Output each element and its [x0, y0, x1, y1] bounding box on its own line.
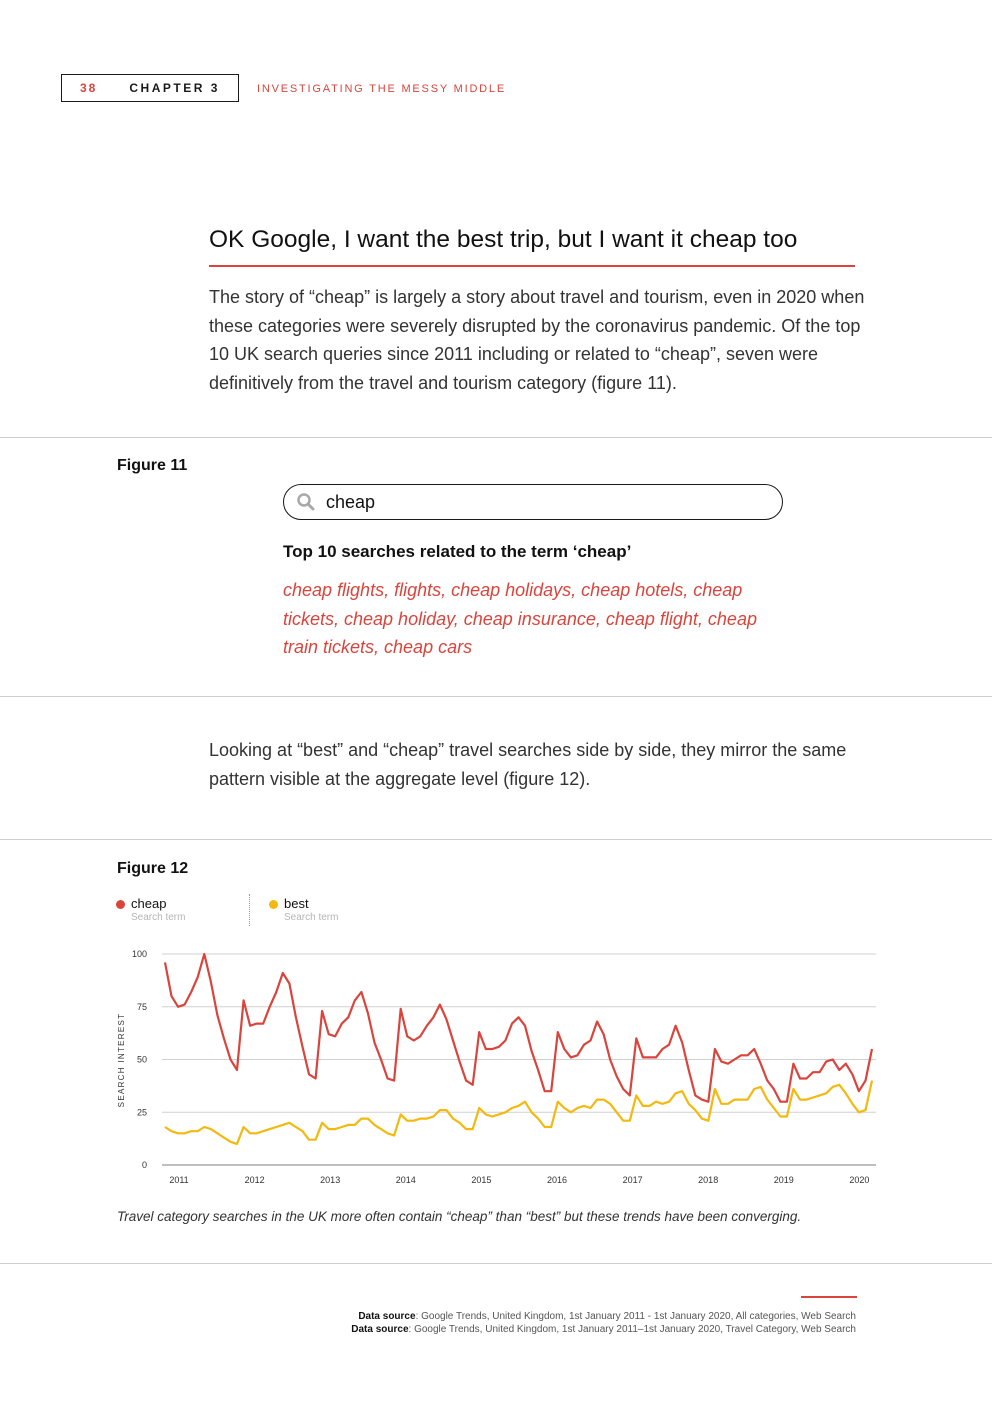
data-source-line [358, 1311, 856, 1322]
x-tick-label: 2011 [169, 1175, 189, 1185]
running-title: INVESTIGATING THE MESSY MIDDLE [257, 83, 506, 95]
source-text: : Google Trends, United Kingdom, 1st January 2011–1st January 2020, Travel Category, Web Search [408, 1324, 856, 1335]
data-source-line [351, 1324, 856, 1335]
x-tick-label: 2013 [320, 1175, 341, 1185]
source-label: Data source [351, 1324, 409, 1335]
top10-title: Top 10 searches related to the term ‘cheap’ [283, 542, 632, 561]
legend-label-best: best [284, 896, 309, 911]
series-line-cheap [165, 954, 872, 1102]
legend-label-cheap: cheap [131, 896, 167, 911]
x-tick-label: 2019 [773, 1175, 794, 1185]
top10-list: cheap flights, flights, cheap holidays, cheap hotels, cheap tickets, cheap holiday, cheap insurance, cheap flight, cheap train tickets, cheap cars [283, 580, 757, 657]
y-axis-label: SEARCH INTEREST [117, 1012, 126, 1108]
x-tick-label: 2017 [622, 1175, 643, 1185]
source-text: : Google Trends, United Kingdom, 1st January 2011 - 1st January 2020, All categories, Web Search [415, 1311, 856, 1322]
y-tick-label: 100 [131, 949, 147, 959]
source-label: Data source [358, 1311, 416, 1322]
search-query: cheap [326, 491, 376, 512]
y-tick-label: 75 [136, 1001, 147, 1012]
legend-sub-cheap: Search term [131, 912, 186, 923]
page-number: 38 [80, 81, 98, 95]
chapter-label: CHAPTER 3 [129, 81, 220, 95]
x-tick-label: 2018 [698, 1175, 719, 1185]
intro-paragraph: The story of “cheap” is largely a story about travel and tourism, even in 2020 when these categories were severely disrupted by the coronavirus pandemic. Of the top 10 UK search queries since 2011 including or related to “cheap”, seven were definitively from the travel and tourism category (figure 11). [209, 287, 865, 393]
source-rule [801, 1296, 857, 1298]
x-tick-label: 2020 [849, 1175, 870, 1185]
x-tick-label: 2014 [395, 1175, 416, 1185]
section-heading: OK Google, I want the best trip, but I want it cheap too [209, 226, 798, 253]
x-tick-label: 2016 [546, 1175, 568, 1185]
y-tick-label: 50 [136, 1054, 147, 1065]
legend-sub-best: Search term [284, 912, 339, 923]
divider [0, 1263, 992, 1264]
comparison-paragraph: Looking at “best” and “cheap” travel searches side by side, they mirror the same pattern visible at the aggregate level (figure 12). [209, 740, 847, 789]
y-tick-label: 25 [136, 1107, 147, 1118]
x-tick-label: 2015 [471, 1175, 492, 1185]
figure-caption: Travel category searches in the UK more often contain “cheap” than “best” but these trends have been converging. [117, 1209, 802, 1224]
y-tick-label: 0 [141, 1160, 147, 1170]
figure-11-label: Figure 11 [117, 457, 188, 474]
x-tick-label: 2012 [244, 1175, 265, 1185]
figure-12-label: Figure 12 [117, 860, 189, 877]
